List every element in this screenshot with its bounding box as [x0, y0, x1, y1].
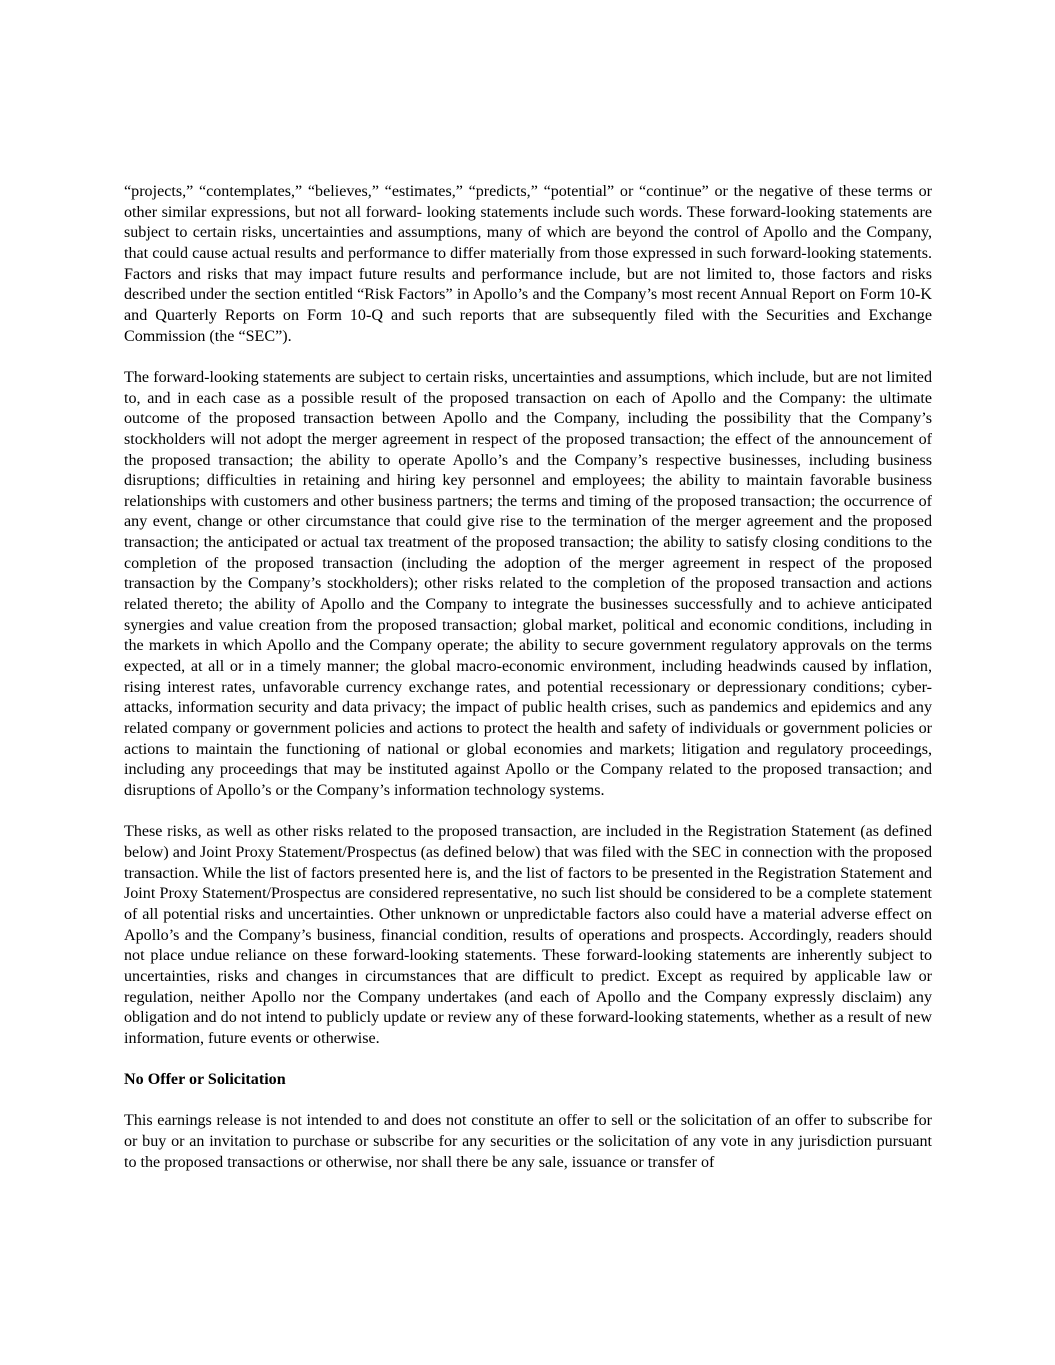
- document-body: [124, 182, 932, 1194]
- forward-looking-risks-paragraph: The forward-looking statements are subject to certain risks, uncertainties and assumptions, which include, but are not limited to, and in each case as a possible result of the proposed transaction on each of Apollo and the Company: the ultimate outcome of the proposed transaction between Apollo and the Company, including the possibility that the Company’s stockholders will not adopt the merger agreement in respect of the proposed transaction; the effect of the announcement of the proposed transaction; the ability to operate Apollo’s and the Company’s respective businesses, including business disruptions; difficulties in retaining and hiring key personnel and employees; the ability to maintain favorable business relationships with customers and other business partners; the terms and timing of the proposed transaction; the occurrence of any event, change or other circumstance that could give rise to the termination of the merger agreement and the proposed transaction; the anticipated or actual tax treatment of the proposed transaction; the ability to satisfy closing conditions to the completion of the proposed transaction (including the adoption of the merger agreement in respect of the proposed transaction by the Company’s stockholders); other risks related to the completion of the proposed transaction and actions related thereto; the ability of Apollo and the Company to integrate the businesses successfully and to achieve anticipated synergies and value creation from the proposed transaction; global market, political and economic conditions, including in the markets in which Apollo and the Company operate; the ability to secure government regulatory approvals on the terms expected, at all or in a timely manner; the global macro-economic environment, including headwinds caused by inflation, rising interest rates, unfavorable currency exchange rates, and potential recessionary or depressionary conditions; cyber-attacks, information security and data privacy; the impact of public health crises, such as pandemics and epidemics and any related company or government policies and actions to protect the health and safety of individuals or government policies or actions to maintain the functioning of national or global economies and markets; litigation and regulatory proceedings, including any proceedings that may be instituted against Apollo or the Company related to the proposed transaction; and disruptions of Apollo’s or the Company’s information technology systems.: [124, 368, 932, 800]
- no-offer-heading: No Offer or Solicitation: [124, 1071, 286, 1089]
- risk-factors-disclaimer-paragraph: These risks, as well as other risks related to the proposed transaction, are included in the Registration Statement (as defined below) and Joint Proxy Statement/Prospectus (as defined below) that was filed with the SEC in connection with the proposed transaction. While the list of factors presented here is, and the list of factors to be presented in the Registration Statement and Joint Proxy Statement/Prospectus are considered representative, no such list should be considered to be a complete statement of all potential risks and uncertainties. Other unknown or unpredictable factors also could have a material adverse effect on Apollo’s and the Company’s business, financial condition, results of operations and prospects. Accordingly, readers should not place undue reliance on these forward-looking statements. These forward-looking statements are inherently subject to uncertainties, risks and changes in circumstances that are difficult to predict. Except as required by applicable law or regulation, neither Apollo nor the Company undertakes (and each of Apollo and the Company expressly disclaim) any obligation and do not intend to publicly update or review any of these forward-looking statements, whether as a result of new information, future events or otherwise.: [124, 823, 932, 1047]
- forward-looking-paragraph-continued: “projects,” “contemplates,” “believes,” “estimates,” “predicts,” “potential” or “continue” or the negative of these terms or other similar expressions, but not all forward- looking statements include such words. These forward-looking statements are subject to certain risks, uncertainties and assumptions, many of which are beyond the control of Apollo and the Company, that could cause actual results and performance to differ materially from those expressed in such forward-looking statements. Factors and risks that may impact future results and performance include, but are not limited to, those factors and risks described under the section entitled “Risk Factors” in Apollo’s and the Company’s most recent Annual Report on Form 10-K and Quarterly Reports on Form 10-Q and such reports that are subsequently filed with the Securities and Exchange Commission (the “SEC”).: [124, 183, 932, 345]
- no-offer-paragraph: This earnings release is not intended to and does not constitute an offer to sell or the solicitation of an offer to subscribe for or buy or an invitation to purchase or subscribe for any securities or the solicitation of any vote in any jurisdiction pursuant to the proposed transactions or otherwise, nor shall there be any sale, issuance or transfer of: [124, 1112, 932, 1171]
